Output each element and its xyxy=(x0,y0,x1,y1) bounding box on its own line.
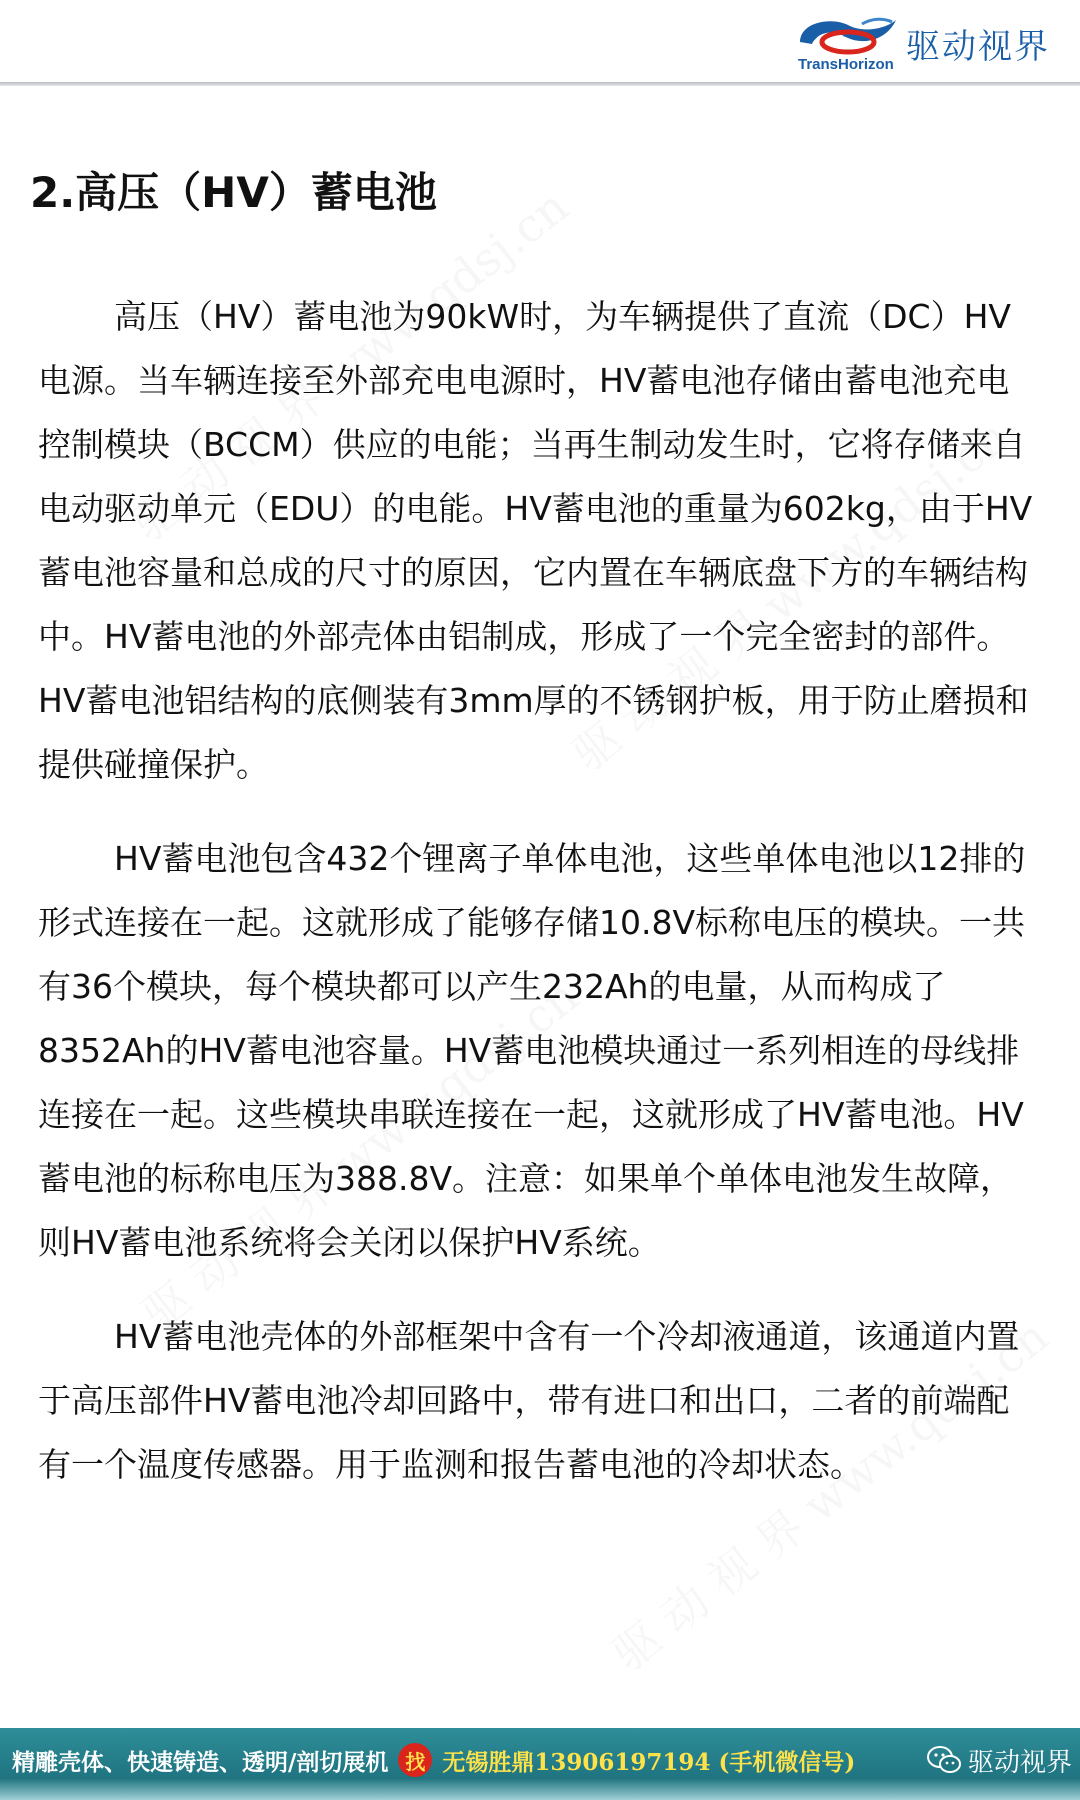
ad-text: 精雕壳体、快速铸造、透明/剖切展机 xyxy=(12,1748,389,1776)
page-header xyxy=(0,0,1080,82)
logo-chinese-text: 驱动视界 xyxy=(906,26,1050,67)
wechat-name: 驱动视界 xyxy=(967,1747,1072,1778)
contact-text: 无锡胜鼎13906197194 (手机微信号) xyxy=(442,1748,856,1776)
brand-logo xyxy=(792,12,1050,74)
find-badge: 找 xyxy=(398,1743,432,1777)
logo-english-text: TransHorizon xyxy=(798,56,894,73)
wechat-account xyxy=(926,1742,1072,1779)
paragraph-cell-modules: HV蓄电池包含432个锂离子单体电池，这些单体电池以12排的形式连接在一起。这就形成了能够存储10.8V标称电压的模块。一共有36个模块，每个模块都可以产生232Ah的电量，从而构成了8352Ah的HV蓄电池容量。HV蓄电池模块通过一系列相连的母线排连接在一起。这些模块串联连接在一起，这就形成了HV蓄电池。HV蓄电池的标称电压为388.8V。注意：如果单个单体电池发生故障，则HV蓄电池系统将会关闭以保护HV系统。 xyxy=(38,839,1026,1262)
paragraph-cooling: HV蓄电池壳体的外部框架中含有一个冷却液通道，该通道内置于高压部件HV蓄电池冷却回路中，带有进口和出口，二者的前端配有一个温度传感器。用于监测和报告蓄电池的冷却状态。 xyxy=(38,1317,1020,1484)
article-body xyxy=(38,285,1038,1527)
paragraph-battery-overview: 高压（HV）蓄电池为90kW时，为车辆提供了直流（DC）HV电源。当车辆连接至外部充电电源时，HV蓄电池存储由蓄电池充电控制模块（BCCM）供应的电能；当再生制动发生时，它将存储来自电动驱动单元（EDU）的电能。HV蓄电池的重量为602kg，由于HV蓄电池容量和总成的尺寸的原因，它内置在车辆底盘下方的车辆结构中。HV蓄电池的外部壳体由铝制成，形成了一个完全密封的部件。HV蓄电池铝结构的底侧装有3mm厚的不锈钢护板，用于防止磨损和提供碰撞保护。 xyxy=(38,297,1033,784)
section-title: 2.高压（HV）蓄电池 xyxy=(30,168,437,217)
footer-banner xyxy=(0,1728,1080,1800)
footer-content xyxy=(12,1742,1072,1778)
swirl-logo-icon xyxy=(792,12,902,74)
wechat-icon xyxy=(926,1745,962,1775)
header-divider xyxy=(0,82,1080,86)
